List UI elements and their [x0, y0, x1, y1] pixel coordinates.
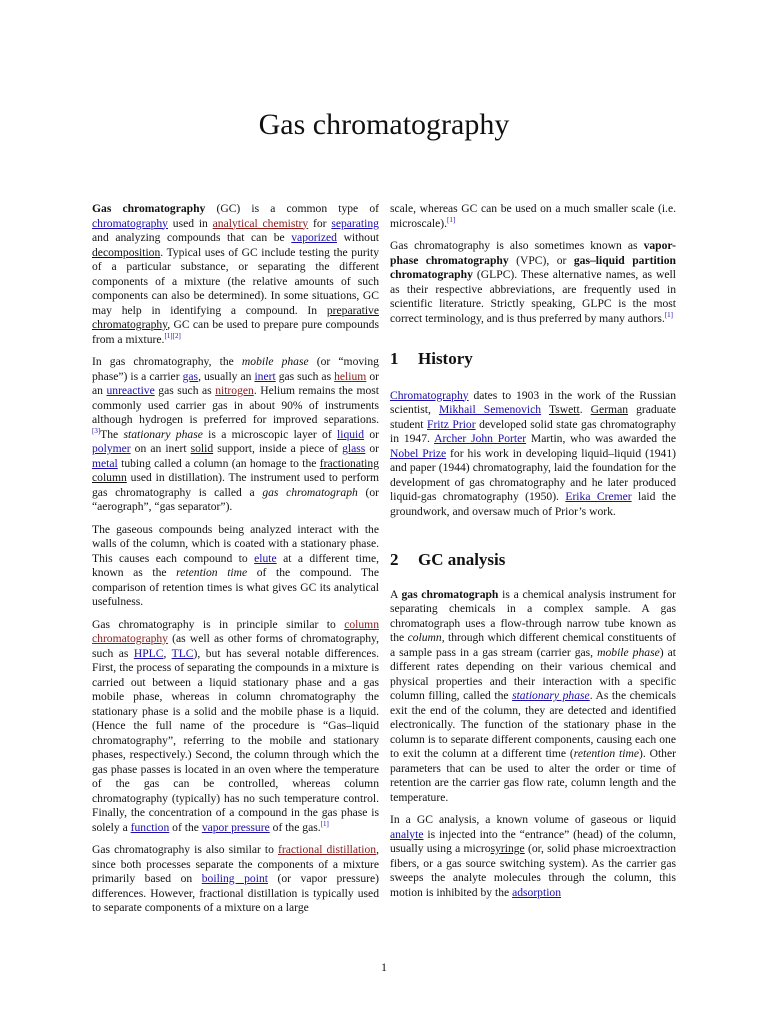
text-run: graduate student	[390, 403, 676, 431]
text-run: laid the groundwork, and oversaw much of Prior’s work.	[390, 490, 676, 518]
text-run: retention time	[573, 747, 639, 760]
text-run: . Helium remains the most commonly used carrier gas in about 90% of instruments although hydrogen is preferred for improved separations.	[92, 384, 379, 426]
paragraph	[92, 523, 379, 610]
text-run: at a different time, known as the	[92, 551, 380, 579]
text-run: is a microscopic layer of	[202, 427, 337, 441]
paragraph	[390, 202, 676, 231]
underlined-link[interactable]: German	[590, 403, 629, 416]
citation-link[interactable]: [3]	[92, 426, 101, 435]
paragraph	[92, 355, 379, 515]
wiki-link[interactable]: boiling point	[201, 872, 268, 885]
section-heading-gc-analysis	[390, 550, 676, 569]
wiki-link[interactable]: fractional distillation	[278, 843, 377, 856]
text-run: . As the chemicals exit the end of the column, they are detected and identified electronically. The function of the stationary phase in the column is to separate different components, causing each one to exit the column at a different time (	[390, 689, 676, 760]
wiki-link[interactable]: liquid	[337, 427, 365, 441]
paragraph	[390, 588, 676, 806]
wiki-link[interactable]: stationary phase	[512, 689, 590, 702]
wiki-link[interactable]: inert	[254, 369, 276, 383]
underlined-link[interactable]: Tswett	[548, 403, 580, 416]
text-run: on an inert	[130, 442, 191, 455]
text-run: , GC can be used to prepare pure compounds from a mixture.	[92, 318, 379, 346]
text-run: , through which different chemical constituents of a sample pass in a gas stream (carrier gas,	[390, 631, 677, 659]
wiki-link[interactable]: function	[130, 820, 170, 834]
right-column	[390, 202, 676, 908]
text-run: ), but has several notable differences. First, the process of separating the compounds in a mixture is carried out between a liquid stationary phase and a gas mobile phase, whereas in column chromatography the stationary phase is a solid and the mobile phase is a liquid. (Hence the full name of the procedure is “Gas–liquid chromatography”, referring to the mobile and stationary phases, respectively.) Second, the column through which the gas phase passes is located in an oven where the temperature of the gas can be controlled, whereas column chromatography (typically) has no such temperature control. Finally, the concentration of a compound in the gas phase is solely a	[92, 646, 379, 834]
wiki-link[interactable]: chromatography	[92, 216, 168, 230]
text-run: .	[579, 403, 591, 416]
text-run: In gas chromatography, the	[92, 355, 242, 368]
text-run: and analyzing compounds that can be	[92, 231, 292, 244]
text-run: gas such as	[154, 384, 216, 397]
text-run: The gaseous compounds being analyzed interact with the walls of the column, which is coated with a stationary phase. This causes each compound to	[92, 522, 379, 565]
text-run: mobile phase	[597, 645, 660, 659]
left-column	[92, 202, 379, 924]
text-run: Gas chromatography	[92, 202, 206, 215]
paragraph	[92, 618, 379, 836]
wiki-link[interactable]: Chromatography	[390, 388, 469, 402]
text-run: without	[336, 231, 379, 244]
section-heading-history	[390, 349, 676, 368]
wiki-link[interactable]: Archer John Porter	[434, 432, 527, 445]
citation-link[interactable]: [1]	[664, 310, 674, 319]
section-number: 2	[390, 550, 399, 569]
paragraph	[92, 843, 379, 916]
text-run: (or “moving phase”) is a carrier	[92, 355, 379, 383]
wiki-link[interactable]: nitrogen	[215, 384, 254, 397]
text-run: for	[308, 216, 332, 230]
text-run: (or “aerograph”, “gas separator”).	[92, 485, 379, 513]
page-title: Gas chromatography	[258, 108, 510, 141]
text-run: developed solid state gas chromatography in 1947.	[390, 417, 676, 445]
underlined-link[interactable]: preparative chromatography	[92, 303, 379, 331]
wiki-link[interactable]: Mikhail Semenovich	[438, 403, 542, 416]
underlined-link[interactable]: decomposition	[92, 245, 161, 259]
wiki-link[interactable]: glass	[342, 442, 366, 455]
text-run: (as well as other forms of chromatography, such as	[92, 632, 379, 660]
paragraph	[390, 239, 676, 326]
text-run: is a chemical analysis instrument for separating chemicals in a complex sample. A gas chromatograph uses a flow-through narrow tube known as the	[390, 587, 676, 644]
page-number: 1	[381, 960, 387, 974]
wiki-link[interactable]: vaporized	[291, 231, 337, 244]
text-run: Gas chromatography is also sometimes known as	[390, 239, 644, 252]
wiki-link[interactable]: metal	[92, 456, 118, 470]
text-run: used in distillation). The instrument used to perform gas chromatography is called a	[92, 471, 379, 499]
text-run: tubing called a column (an homage to the	[117, 456, 320, 470]
section-title: History	[418, 349, 473, 368]
paragraph	[390, 813, 676, 900]
wiki-link[interactable]: gas	[182, 369, 199, 383]
text-run: of the compound. The comparison of retention times is what gives GC its analytical usefulness.	[92, 566, 380, 608]
text-run: (or, solid phase microextraction fibers, or a gas source switching system). As the carrier gas sweeps the analyte molecules through the column, this motion is inhibited by the	[390, 842, 677, 899]
text-run: for his work in developing liquid–liquid (1941) and paper (1944) chromatography, laid the foundation for the development of gas chromatography and he later produced liquid-gas chromatography (1950).	[390, 446, 676, 503]
citation-link[interactable]: [1]	[320, 819, 329, 828]
wiki-link[interactable]: separating	[331, 216, 379, 230]
wiki-link[interactable]: TLC	[171, 646, 194, 660]
text-run: or an	[92, 369, 379, 397]
text-run: support, inside a piece of	[213, 442, 343, 455]
text-run: . Typical uses of GC include testing the purity of a particular substance, or separating the different components of a mixture (the relative amounts of such components can also be determined). In some situations, GC may help in identifying a compound. In	[92, 245, 379, 317]
text-run: (GLPC). These alternative names, as well as their respective abbreviations, are frequently used in scientific literature. Strictly speaking, GLPC is the most correct terminology, and is thus preferred by many authors.	[390, 268, 676, 325]
text-run	[541, 403, 549, 416]
text-run: (GC) is a common type of	[205, 202, 379, 215]
wiki-link[interactable]: polymer	[92, 442, 131, 455]
text-run: mobile phase	[241, 355, 309, 368]
section-number: 1	[390, 349, 399, 368]
underlined-link[interactable]: fractionating column	[92, 456, 379, 484]
text-run: , usually an	[198, 369, 255, 383]
wiki-link[interactable]: column chromatography	[92, 617, 379, 645]
text-run: Martin, who was awarded the	[526, 432, 677, 445]
text-run: is injected into the “entrance” (head) of the column, usually using a micro	[390, 827, 676, 855]
text-run: scale, whereas GC can be used on a much smaller scale (i.e. microscale).	[390, 202, 676, 230]
text-run: ). Other parameters that can be used to alter the order or time of retention are the carrier gas flow rate, column length and the temperature.	[390, 747, 676, 804]
text-run: (or vapor pressure) differences. However, fractional distillation is typically used to separate components of a mixture on a large	[92, 872, 379, 914]
text-run: of the	[169, 820, 202, 834]
section-title: GC analysis	[418, 550, 506, 569]
text-run: ,	[163, 646, 172, 660]
text-run: stationary phase	[123, 427, 203, 441]
citation-link[interactable]: [1]	[446, 215, 456, 224]
text-run: vapor-phase chromatography	[390, 239, 676, 267]
wiki-link[interactable]: helium	[334, 369, 367, 383]
wiki-link[interactable]: unreactive	[106, 384, 155, 397]
text-run: , since both processes separate the components of a mixture primarily based on	[92, 843, 379, 885]
text-run: gas chromatograph	[401, 587, 499, 601]
wiki-link[interactable]: analytical chemistry	[212, 216, 309, 230]
text-run: retention time	[176, 566, 248, 579]
text-run: A	[390, 587, 402, 601]
wiki-link[interactable]: Fritz Prior	[427, 417, 476, 431]
text-run: gas such as	[275, 369, 335, 383]
text-run: gas chromatograph	[262, 485, 358, 499]
wiki-link[interactable]: adsorption	[512, 885, 562, 899]
wiki-link[interactable]: Nobel Prize	[390, 446, 447, 460]
wiki-link[interactable]: analyte	[390, 827, 424, 841]
text-run: The	[100, 427, 124, 441]
underlined-link[interactable]: solid	[190, 442, 214, 455]
text-run: column	[407, 631, 442, 644]
wiki-link[interactable]: HPLC	[133, 646, 164, 660]
wiki-link[interactable]: elute	[254, 551, 277, 565]
text-run: Gas chromatography is also similar to	[92, 843, 279, 856]
text-run: or	[364, 427, 380, 441]
text-run: or	[365, 442, 379, 455]
text-run: (VPC), or	[508, 253, 574, 267]
text-run: gas–liquid partition chromatography	[390, 253, 676, 281]
paragraph	[92, 202, 379, 347]
text-run: of the gas.	[269, 820, 321, 834]
text-run: Gas chromatography is in principle similar to	[92, 617, 345, 631]
text-run: dates to 1903 in the work of the Russian scientist,	[390, 388, 676, 416]
text-run: ) at different rates depending on their various chemical and physical properties and their interaction with a specific column filling, called the	[390, 645, 676, 702]
text-run: In a GC analysis, a known volume of gaseous or liquid	[390, 813, 676, 826]
wiki-link[interactable]: Erika Cremer	[565, 490, 632, 503]
paragraph	[390, 389, 676, 520]
underlined-link[interactable]: syringe	[490, 842, 525, 855]
citation-link[interactable]: [1][2]	[164, 331, 181, 340]
text-run: used in	[167, 216, 213, 230]
wiki-link[interactable]: vapor pressure	[201, 820, 270, 834]
